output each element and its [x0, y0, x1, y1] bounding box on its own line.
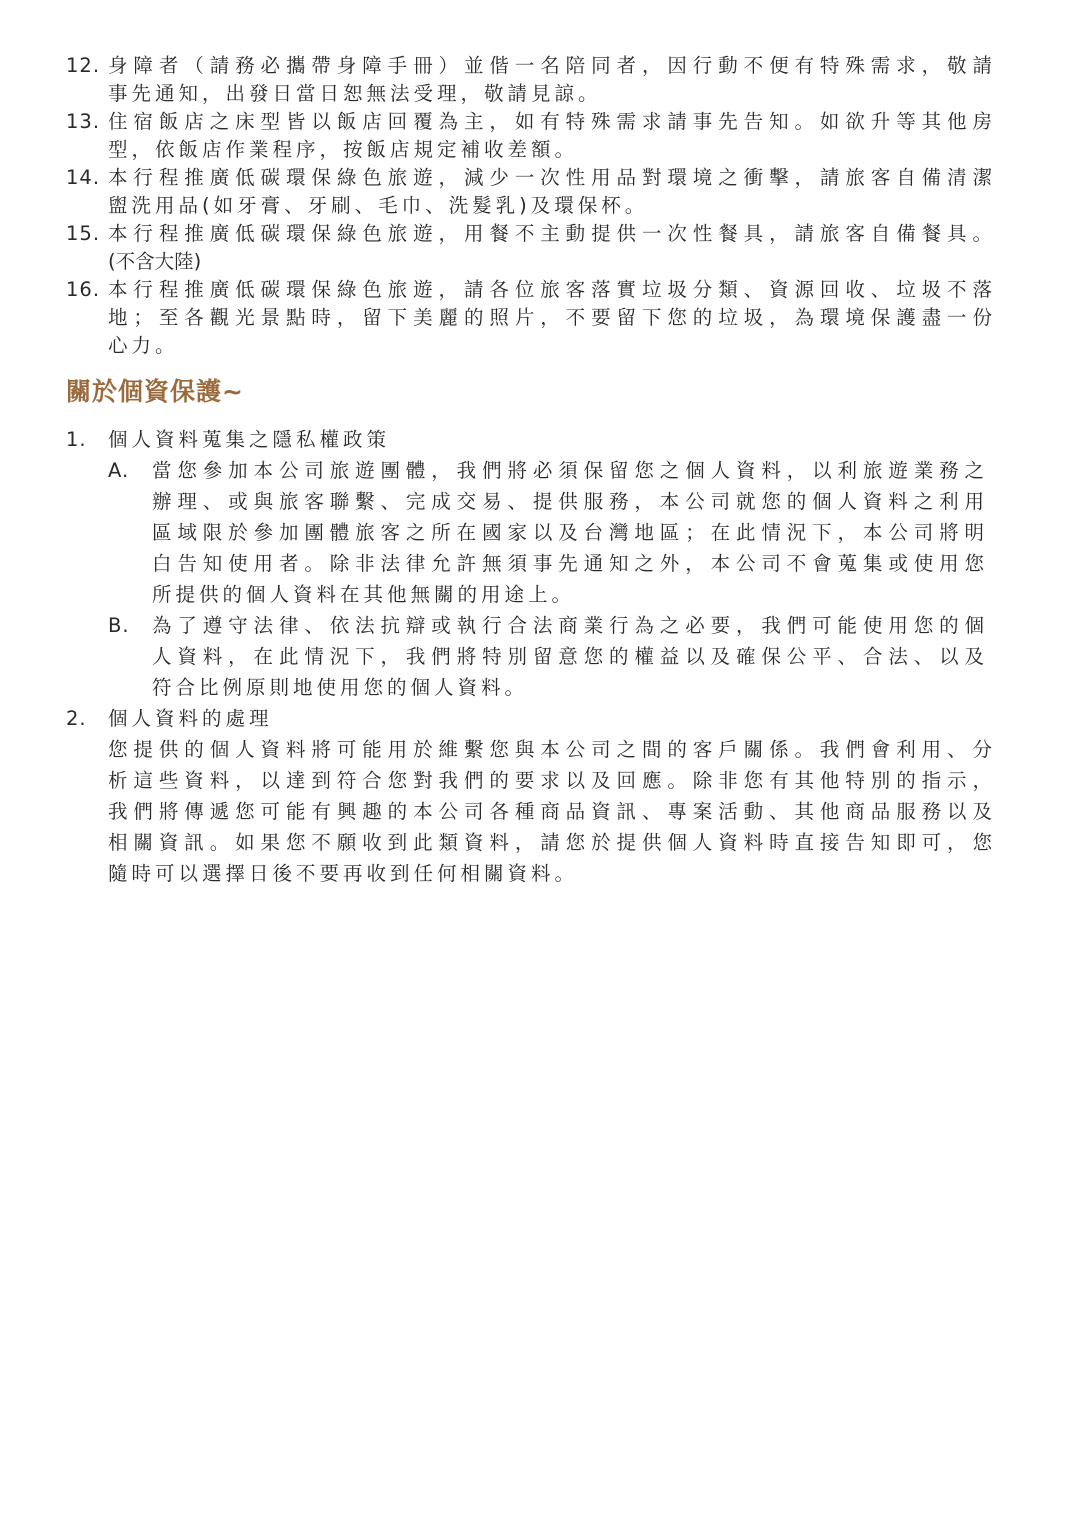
section-title: 關於個資保護~: [66, 377, 244, 406]
privacy-item-heading: 個人資料的處理: [108, 707, 273, 730]
note-line: 盥洗用品(如牙膏、牙刷、毛巾、洗髮乳)及環保杯。: [108, 194, 649, 217]
privacy-item-line: 相關資訊。如果您不願收到此類資料，請您於提供個人資料時直接告知即可，您: [108, 831, 992, 854]
note-line: 住宿飯店之床型皆以飯店回覆為主，如有特殊需求請事先告知。如欲升等其他房: [108, 110, 992, 133]
privacy-subitem-line: 符合比例原則地使用您的個人資料。: [152, 676, 529, 699]
privacy-subitem-line: 所提供的個人資料在其他無關的用途上。: [152, 583, 576, 606]
privacy-item-line: 隨時可以選擇日後不要再收到任何相關資料。: [108, 862, 579, 885]
note-number: 16.: [66, 278, 101, 301]
privacy-item-line: 您提供的個人資料將可能用於維繫您與本公司之間的客戶關係。我們會利用、分: [108, 738, 992, 761]
note-line: 事先通知，出發日當日恕無法受理，敬請見諒。: [108, 82, 602, 105]
privacy-subitem-line: 區域限於參加團體旅客之所在國家以及台灣地區；在此情況下，本公司將明: [152, 521, 984, 544]
privacy-subitem-line: 白告知使用者。除非法律允許無須事先通知之外，本公司不會蒐集或使用您: [152, 552, 984, 575]
note-line: 本行程推廣低碳環保綠色旅遊，請各位旅客落實垃圾分類、資源回收、垃圾不落: [108, 278, 992, 301]
note-line: 型，依飯店作業程序，按飯店規定補收差額。: [108, 138, 579, 161]
privacy-subitem-letter: B.: [108, 614, 130, 637]
note-number: 14.: [66, 166, 101, 189]
note-line: 身障者（請務必攜帶身障手冊）並偕一名陪同者，因行動不便有特殊需求，敬請: [108, 54, 992, 77]
note-line: 心力。: [108, 334, 179, 357]
privacy-subitem-line: 辦理、或與旅客聯繫、完成交易、提供服務，本公司就您的個人資料之利用: [152, 490, 984, 513]
privacy-item-number: 2.: [66, 707, 87, 730]
privacy-subitem-line: 當您參加本公司旅遊團體，我們將必須保留您之個人資料，以利旅遊業務之: [152, 459, 984, 482]
note-line: 本行程推廣低碳環保綠色旅遊，用餐不主動提供一次性餐具，請旅客自備餐具。: [108, 222, 992, 245]
privacy-item-line: 析這些資料，以達到符合您對我們的要求以及回應。除非您有其他特別的指示，: [108, 769, 992, 792]
privacy-subitem-line: 人資料，在此情況下，我們將特別留意您的權益以及確保公平、合法、以及: [152, 645, 984, 668]
note-number: 12.: [66, 54, 101, 77]
privacy-item-heading: 個人資料蒐集之隱私權政策: [108, 428, 391, 451]
note-line: (不含大陸): [108, 250, 202, 273]
privacy-item-number: 1.: [66, 428, 87, 451]
privacy-subitem-letter: A.: [108, 459, 130, 482]
note-line: 地；至各觀光景點時，留下美麗的照片，不要留下您的垃圾，為環境保護盡一份: [108, 306, 992, 329]
note-number: 15.: [66, 222, 101, 245]
note-line: 本行程推廣低碳環保綠色旅遊，減少一次性用品對環境之衝擊，請旅客自備清潔: [108, 166, 992, 189]
privacy-item-line: 我們將傳遞您可能有興趣的本公司各種商品資訊、專案活動、其他商品服務以及: [108, 800, 992, 823]
note-number: 13.: [66, 110, 101, 133]
privacy-subitem-line: 為了遵守法律、依法抗辯或執行合法商業行為之必要，我們可能使用您的個: [152, 614, 984, 637]
